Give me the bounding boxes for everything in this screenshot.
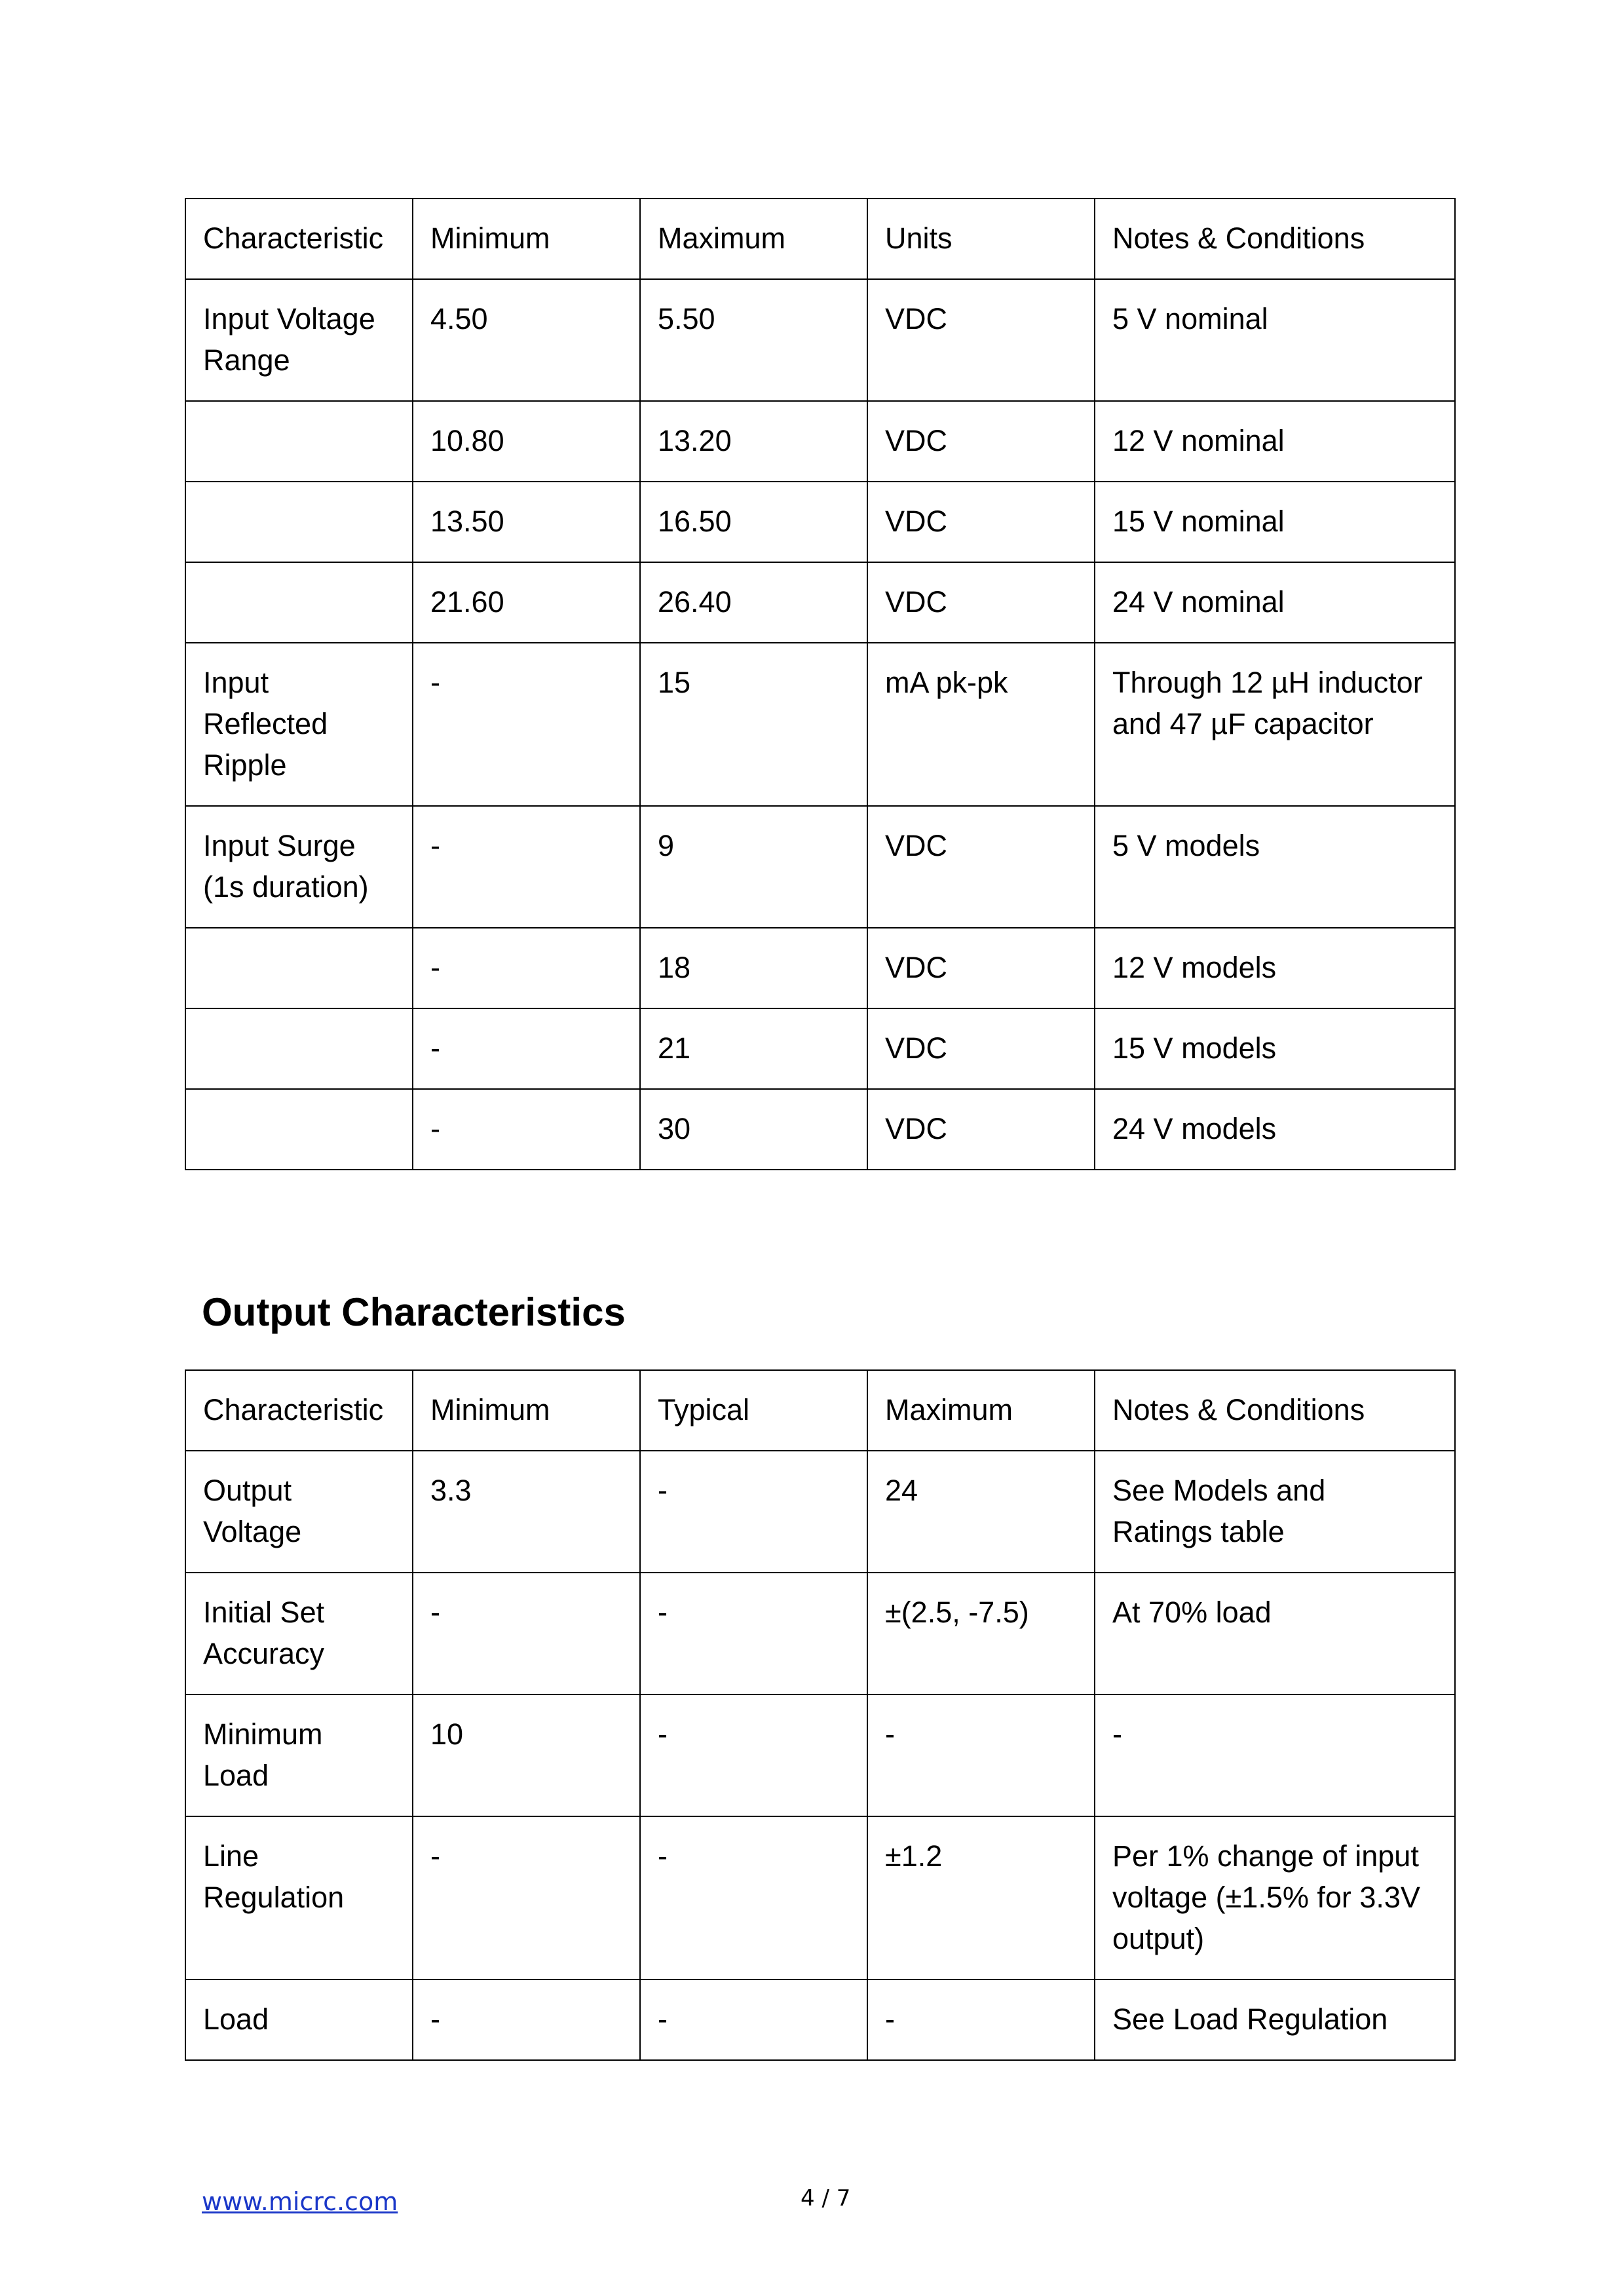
table-cell: Input Voltage Range bbox=[185, 279, 413, 401]
table-cell: 15 bbox=[640, 643, 867, 806]
table-cell: - bbox=[413, 1980, 640, 2060]
table-cell: Through 12 µH inductor and 47 µF capacitor bbox=[1095, 643, 1455, 806]
table-cell: ±1.2 bbox=[867, 1816, 1095, 1980]
table-cell: VDC bbox=[867, 1008, 1095, 1089]
table-cell: - bbox=[867, 1980, 1095, 2060]
table-cell: - bbox=[413, 1089, 640, 1170]
table-cell: 16.50 bbox=[640, 482, 867, 562]
table-row bbox=[185, 482, 1455, 562]
table-cell bbox=[185, 1008, 413, 1089]
table-cell bbox=[185, 562, 413, 643]
column-header: Characteristic bbox=[185, 1370, 413, 1451]
table-cell: - bbox=[413, 1008, 640, 1089]
column-header: Minimum bbox=[413, 1370, 640, 1451]
table-cell: VDC bbox=[867, 1089, 1095, 1170]
table-row bbox=[185, 1451, 1455, 1573]
table-cell: - bbox=[640, 1980, 867, 2060]
table-cell: 24 V models bbox=[1095, 1089, 1455, 1170]
output-characteristics-heading: Output Characteristics bbox=[202, 1290, 626, 1334]
table-cell: 24 V nominal bbox=[1095, 562, 1455, 643]
output-characteristics-table bbox=[185, 1369, 1456, 2061]
table-cell: See Load Regulation bbox=[1095, 1980, 1455, 2060]
table-cell: 5 V models bbox=[1095, 806, 1455, 928]
table-cell: - bbox=[413, 806, 640, 928]
table-cell: mA pk-pk bbox=[867, 643, 1095, 806]
table-cell: - bbox=[413, 1573, 640, 1694]
table-row bbox=[185, 562, 1455, 643]
table-cell: Load bbox=[185, 1980, 413, 2060]
table-cell: 18 bbox=[640, 928, 867, 1008]
table-row bbox=[185, 1089, 1455, 1170]
table-cell: - bbox=[867, 1694, 1095, 1816]
table-cell: Input Surge (1s duration) bbox=[185, 806, 413, 928]
table-cell: VDC bbox=[867, 928, 1095, 1008]
column-header: Minimum bbox=[413, 199, 640, 279]
input-characteristics-table bbox=[185, 198, 1456, 1170]
table-cell: 12 V models bbox=[1095, 928, 1455, 1008]
table-row bbox=[185, 1816, 1455, 1980]
table-cell: 21.60 bbox=[413, 562, 640, 643]
table-cell: - bbox=[640, 1573, 867, 1694]
column-header: Notes & Conditions bbox=[1095, 199, 1455, 279]
table-cell bbox=[185, 928, 413, 1008]
table-cell: See Models and Ratings table bbox=[1095, 1451, 1455, 1573]
website-link[interactable]: www.micrc.com bbox=[202, 2187, 398, 2216]
table-cell: ±(2.5, -7.5) bbox=[867, 1573, 1095, 1694]
table-row bbox=[185, 1694, 1455, 1816]
table-cell: 5 V nominal bbox=[1095, 279, 1455, 401]
table-cell: - bbox=[640, 1451, 867, 1573]
table-cell: - bbox=[1095, 1694, 1455, 1816]
table-cell: 12 V nominal bbox=[1095, 401, 1455, 482]
table-row bbox=[185, 401, 1455, 482]
table-cell: 26.40 bbox=[640, 562, 867, 643]
table-row bbox=[185, 928, 1455, 1008]
table-cell: - bbox=[413, 643, 640, 806]
table-cell: Line Regulation bbox=[185, 1816, 413, 1980]
column-header: Units bbox=[867, 199, 1095, 279]
column-header: Maximum bbox=[640, 199, 867, 279]
table-cell: 10.80 bbox=[413, 401, 640, 482]
column-header: Notes & Conditions bbox=[1095, 1370, 1455, 1451]
table-cell: VDC bbox=[867, 279, 1095, 401]
column-header: Typical bbox=[640, 1370, 867, 1451]
table-cell: VDC bbox=[867, 562, 1095, 643]
table-cell: - bbox=[413, 1816, 640, 1980]
table-cell bbox=[185, 401, 413, 482]
table-cell: 9 bbox=[640, 806, 867, 928]
column-header: Characteristic bbox=[185, 199, 413, 279]
table-cell: 24 bbox=[867, 1451, 1095, 1573]
table-cell: At 70% load bbox=[1095, 1573, 1455, 1694]
table-row bbox=[185, 643, 1455, 806]
table-row bbox=[185, 279, 1455, 401]
table-cell: - bbox=[413, 928, 640, 1008]
table-cell: - bbox=[640, 1816, 867, 1980]
table-cell: 13.20 bbox=[640, 401, 867, 482]
table-cell: Initial Set Accuracy bbox=[185, 1573, 413, 1694]
table-row bbox=[185, 1008, 1455, 1089]
table-cell: 3.3 bbox=[413, 1451, 640, 1573]
table-cell: Output Voltage bbox=[185, 1451, 413, 1573]
page-number: 4 / 7 bbox=[801, 2185, 851, 2211]
table-cell: Input Reflected Ripple bbox=[185, 643, 413, 806]
table-row bbox=[185, 806, 1455, 928]
table-row bbox=[185, 1573, 1455, 1694]
table-cell: 13.50 bbox=[413, 482, 640, 562]
table-header-row bbox=[185, 199, 1455, 279]
table-cell: VDC bbox=[867, 401, 1095, 482]
table-cell: 30 bbox=[640, 1089, 867, 1170]
table-cell: VDC bbox=[867, 806, 1095, 928]
table-cell: 4.50 bbox=[413, 279, 640, 401]
table-cell: 15 V models bbox=[1095, 1008, 1455, 1089]
table-cell: 21 bbox=[640, 1008, 867, 1089]
table-cell bbox=[185, 1089, 413, 1170]
table-cell: VDC bbox=[867, 482, 1095, 562]
column-header: Maximum bbox=[867, 1370, 1095, 1451]
table-cell: Minimum Load bbox=[185, 1694, 413, 1816]
table-cell: 10 bbox=[413, 1694, 640, 1816]
table-cell: 15 V nominal bbox=[1095, 482, 1455, 562]
table-cell bbox=[185, 482, 413, 562]
table-cell: - bbox=[640, 1694, 867, 1816]
table-cell: 5.50 bbox=[640, 279, 867, 401]
table-cell: Per 1% change of input voltage (±1.5% for 3.3V output) bbox=[1095, 1816, 1455, 1980]
table-row bbox=[185, 1980, 1455, 2060]
table-header-row bbox=[185, 1370, 1455, 1451]
